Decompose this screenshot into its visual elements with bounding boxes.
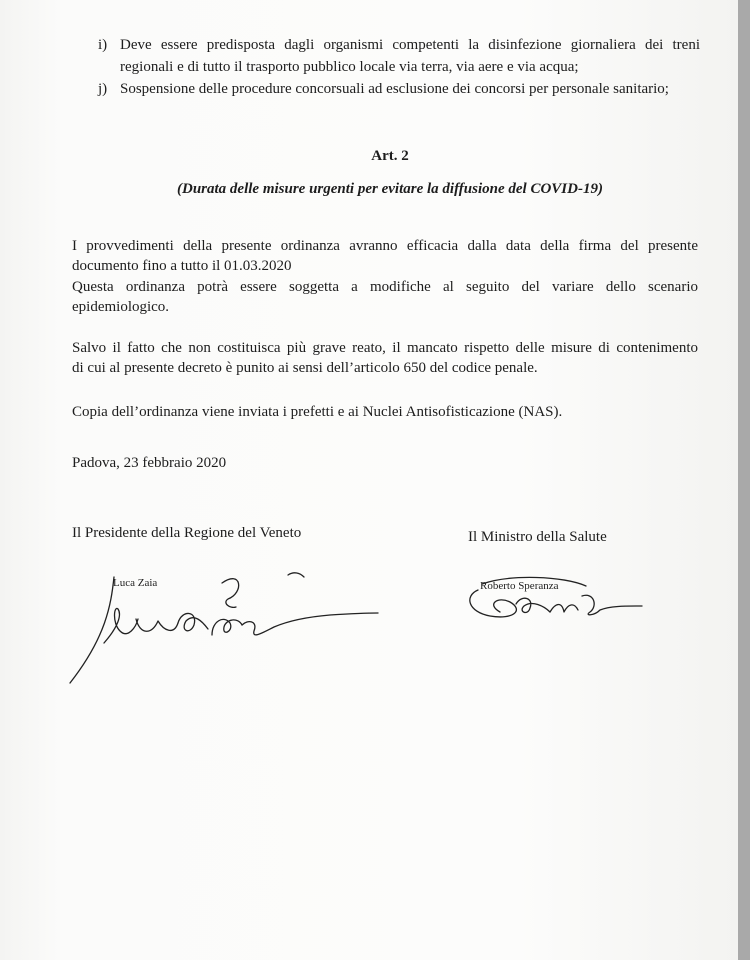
paragraph-1-line3: Questa ordinanza potrà essere soggetta a modifiche al seguito del variare dello scenario: [72, 279, 698, 295]
list-item-j-line1: Sospensione delle procedure concorsuali ad esclusione dei concorsi per personale sanitario;: [120, 81, 669, 97]
signatory-left-title: Il Presidente della Regione del Veneto: [72, 525, 302, 541]
list-item-marker-j: j): [98, 81, 108, 97]
paragraph-1-line1: I provvedimenti della presente ordinanza avranno efficacia dalla data della firma del presente: [72, 238, 698, 254]
list-item-i-line1: Deve essere predisposta dagli organismi competenti la disinfezione giornaliera dei treni: [120, 37, 700, 53]
paragraph-2-line1: Salvo il fatto che non costituisca più grave reato, il mancato rispetto delle misure di contenimento: [72, 340, 698, 356]
paragraph-3: Copia dell’ordinanza viene inviata i prefetti e ai Nuclei Antisofisticazione (NAS).: [72, 404, 563, 420]
article-number: Art. 2: [371, 148, 409, 164]
list-item-i-line2: regionali e di tutto il trasporto pubblico locale via terra, via aere e via acqua;: [120, 59, 579, 75]
signatory-right-name: Roberto Speranza: [480, 580, 559, 592]
paragraph-2-line2: di cui al presente decreto è punito ai sensi dell’articolo 650 del codice penale.: [72, 360, 538, 376]
signature-left: [62, 565, 392, 685]
signatory-right-title: Il Ministro della Salute: [468, 529, 607, 545]
article-subtitle: (Durata delle misure urgenti per evitare la diffusione del COVID-19): [177, 181, 603, 197]
page-edge-shadow: [738, 0, 750, 960]
signature-right: [460, 572, 650, 632]
paragraph-1-line4: epidemiologico.: [72, 299, 170, 315]
place-date: Padova, 23 febbraio 2020: [72, 455, 227, 471]
signatory-left-name: Luca Zaia: [113, 577, 158, 589]
list-item-marker-i: i): [98, 37, 108, 53]
paragraph-1-line2: documento fino a tutto il 01.03.2020: [72, 258, 292, 274]
